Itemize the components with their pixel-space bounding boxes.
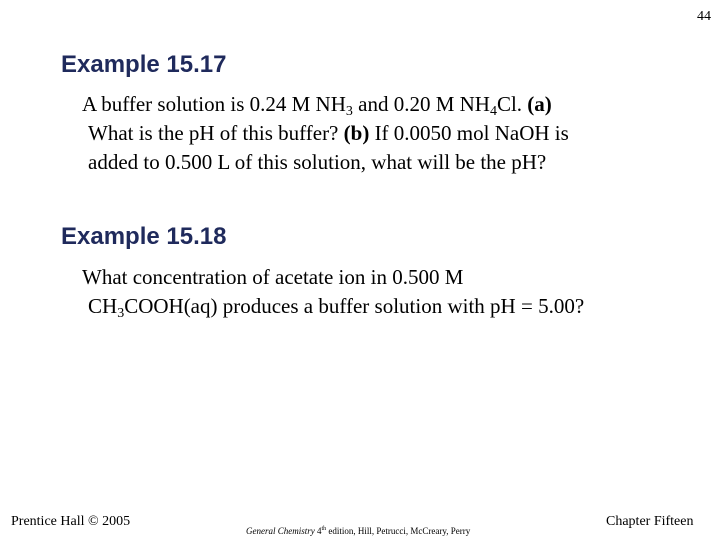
example-15-18-heading: Example 15.18 xyxy=(61,223,227,250)
citation-authors: edition, Hill, Petrucci, McCreary, Perry xyxy=(326,526,471,536)
example-15-17-problem xyxy=(82,90,682,177)
text-segment: COOH(aq) produces a buffer solution with pH = 5.00? xyxy=(124,294,585,318)
example-15-18-problem xyxy=(82,263,682,321)
text-segment: and 0.20 M NH xyxy=(352,92,490,116)
problem-line-3: added to 0.500 L of this solution, what will be the pH? xyxy=(88,150,547,174)
text-segment: What is the pH of this buffer? xyxy=(88,121,344,145)
subscript: 3 xyxy=(345,104,353,119)
part-b-label: (b) xyxy=(343,121,370,145)
text-segment: Cl. xyxy=(496,92,528,116)
edition-number: 4 xyxy=(317,526,322,536)
subscript: 4 xyxy=(489,104,497,119)
part-a-label: (a) xyxy=(527,92,552,116)
text-segment: If 0.0050 mol NaOH is xyxy=(369,121,569,145)
problem-line-1 xyxy=(82,90,682,119)
slide-number: 44 xyxy=(697,9,711,24)
footer-chapter: Chapter Fifteen xyxy=(606,514,694,529)
problem-line-2 xyxy=(82,292,682,321)
footer-citation xyxy=(246,526,470,536)
subscript: 3 xyxy=(117,306,125,321)
book-title: General Chemistry xyxy=(246,526,315,536)
example-15-17-heading: Example 15.17 xyxy=(61,51,227,78)
text-segment: A buffer solution is 0.24 M NH xyxy=(82,92,346,116)
problem-line-2 xyxy=(82,119,682,148)
problem-line-1: What concentration of acetate ion in 0.500 M xyxy=(82,265,464,289)
edition-suffix: th xyxy=(321,526,327,532)
footer-publisher: Prentice Hall © 2005 xyxy=(11,514,131,529)
text-segment: CH xyxy=(88,294,118,318)
